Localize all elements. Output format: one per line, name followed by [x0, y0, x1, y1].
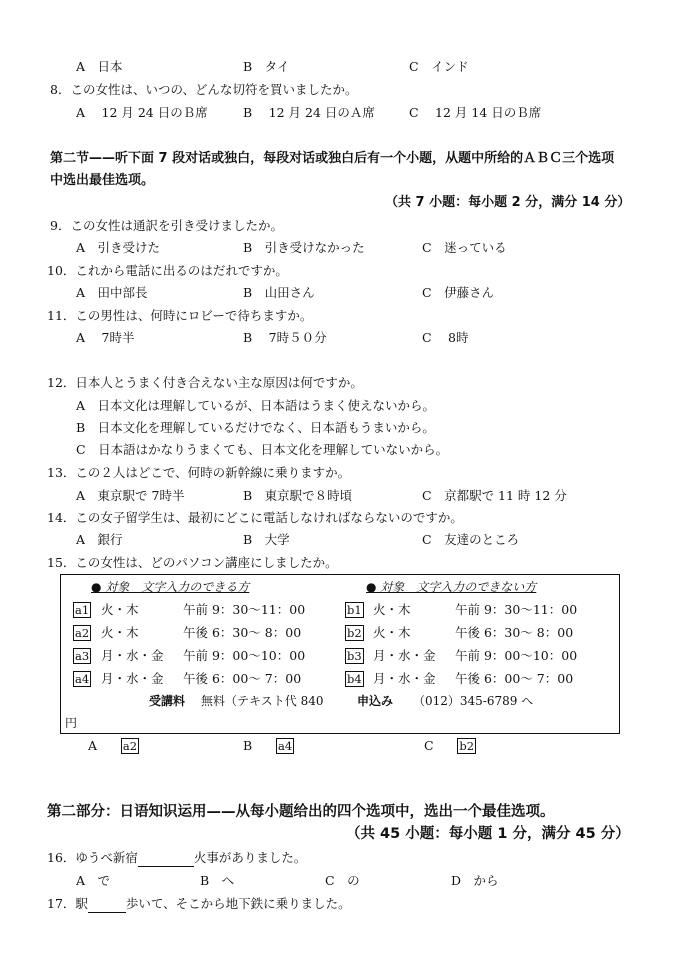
course-time: 午後 6：00～ 7：00 [183, 671, 302, 686]
q14-stem: 14．この女子留学生は、最初にどこに電話しなければならないのですか。 [47, 510, 463, 525]
q7-option-a: A 日本 [76, 59, 123, 74]
course-days: 月・水・金 [101, 671, 164, 686]
q10-option-b: B 山田さん [243, 285, 315, 300]
q10-option-c: C 伊藤さん [422, 285, 495, 300]
q16-stem-before: 16．ゆうべ新宿 [47, 850, 138, 865]
schedule-row-b3 [345, 648, 364, 664]
left-table-header: ● 対象 文字入力のできる方 [91, 580, 250, 594]
fee-value: 無料（テキスト代 840 [201, 694, 324, 708]
q12-option-a: A 日本文化は理解しているが、日本語はうまく使えないから。 [76, 398, 436, 413]
q15-stem: 15．この女性は、どのパソコン講座にしましたか。 [47, 555, 338, 570]
option-letter: C [424, 738, 434, 753]
q16-stem-after: 火事がありました。 [193, 850, 307, 865]
q9-option-c: C 迷っている [422, 240, 507, 255]
q8-option-a: A 12 月 24 日のＢ席 [76, 105, 208, 120]
course-days: 月・水・金 [373, 671, 436, 686]
q16-option-b: B へ [200, 873, 235, 888]
schedule-row-b2 [345, 625, 364, 641]
q16-option-a: A で [76, 873, 111, 888]
apply-value: （012）345-6789 へ [413, 694, 534, 708]
q7-option-b: B タイ [243, 59, 290, 74]
course-days: 火・木 [101, 625, 139, 640]
schedule-row-b4 [345, 671, 364, 687]
course-code: a1 [75, 603, 90, 617]
section2-heading-line1: 第二节——听下面 7 段对话或独白，每段对话或独白后有一个小题，从题中所给的ＡＢＣ三个选项 [50, 151, 615, 166]
course-days: 火・木 [373, 625, 411, 640]
q17-stem-before: 17．駅 [47, 896, 88, 911]
course-code: b1 [347, 603, 362, 617]
q14-option-a: A 銀行 [76, 532, 123, 547]
answer-blank [138, 850, 194, 867]
course-time: 午後 6：30～ 8：00 [183, 625, 302, 640]
q7-option-c: C インド [409, 59, 469, 74]
course-time: 午前 9：00～10：00 [455, 648, 578, 663]
schedule-row-a3 [73, 648, 91, 664]
course-days: 月・水・金 [101, 648, 164, 663]
course-code: b2 [347, 626, 362, 640]
course-code: b3 [347, 649, 362, 663]
section2-heading-line2: 中选出最佳选项。 [50, 173, 155, 188]
fee-label: 受講料 [149, 694, 186, 708]
q14-option-c: C 友達のところ [422, 532, 520, 547]
q15-option-b [243, 738, 294, 754]
option-code: a2 [122, 739, 138, 753]
apply-label: 申込み [357, 694, 394, 708]
q11-option-b: B 7時５０分 [243, 330, 327, 345]
course-code: b4 [347, 672, 362, 686]
q16-option-c: C の [325, 873, 360, 888]
part2-score: （共 45 小题：每小题 1 分，满分 45 分） [346, 826, 630, 842]
option-letter: A [88, 738, 98, 753]
q13-option-b: B 東京駅で８時頃 [243, 488, 353, 503]
q12-option-b: B 日本文化を理解しているだけでなく、日本語もうまいから。 [76, 420, 435, 435]
q8-stem: 8．この女性は、いつの、どんな切符を買いましたか。 [50, 82, 358, 97]
course-time: 午後 6：00～ 7：00 [455, 671, 574, 686]
course-code: a3 [75, 649, 90, 663]
option-code: b2 [459, 739, 475, 753]
q10-option-a: A 田中部長 [76, 285, 148, 300]
q11-option-a: A 7時半 [76, 330, 135, 345]
course-code: a4 [75, 672, 90, 686]
q12-stem: 12．日本人とうまく付き合えない主な原因は何ですか。 [47, 375, 363, 390]
q13-stem: 13．この２人はどこで、何時の新幹線に乗りますか。 [47, 465, 351, 480]
schedule-row-b1 [345, 602, 364, 618]
course-time: 午前 9：30～11：00 [183, 602, 306, 617]
q16-option-d: D から [451, 873, 499, 888]
course-days: 月・水・金 [373, 648, 436, 663]
q12-option-c: C 日本語はかなりうまくても、日本文化を理解していないから。 [76, 442, 449, 457]
course-days: 火・木 [101, 602, 139, 617]
q11-stem: 11．この男性は、何時にロビーで待ちますか。 [47, 308, 313, 323]
course-schedule-box [60, 574, 620, 734]
q11-option-c: C 8時 [422, 330, 469, 345]
q8-option-b: B 12 月 24 日のＡ席 [243, 105, 375, 120]
fee-end: 円 [65, 716, 78, 730]
schedule-row-a2 [73, 625, 91, 641]
option-code: a4 [278, 739, 293, 753]
q8-option-c: C 12 月 14 日のＢ席 [409, 105, 542, 120]
q15-option-c [424, 738, 476, 754]
right-table-header: ● 対象 文字入力のできない方 [366, 580, 537, 594]
q17-stem-after: 歩いて、そこから地下鉄に乗りました。 [125, 896, 351, 911]
part2-heading: 第二部分：日语知识运用——从每小题给出的四个选项中，选出一个最佳选项。 [47, 804, 555, 820]
section2-score: （共 7 小题：每小题 2 分，满分 14 分） [385, 195, 631, 210]
answer-blank [88, 896, 126, 913]
schedule-row-a1 [73, 602, 91, 618]
q9-option-b: B 引き受けなかった [243, 240, 365, 255]
course-time: 午後 6：30～ 8：00 [455, 625, 574, 640]
course-days: 火・木 [373, 602, 411, 617]
q9-stem: 9．この女性は通訳を引き受けましたか。 [50, 218, 283, 233]
q14-option-b: B 大学 [243, 532, 290, 547]
q10-stem: 10．これから電話に出るのはだれですか。 [47, 263, 288, 278]
schedule-row-a4 [73, 671, 91, 687]
q9-option-a: A 引き受けた [76, 240, 161, 255]
course-code: a2 [75, 626, 90, 640]
q17-stem [47, 896, 351, 913]
course-time: 午前 9：00～10：00 [183, 648, 306, 663]
q13-option-a: A 東京駅で 7時半 [76, 488, 185, 503]
option-letter: B [243, 738, 253, 753]
q16-stem [47, 850, 306, 867]
q13-option-c: C 京都駅で 11 時 12 分 [422, 488, 567, 503]
q15-option-a [88, 738, 139, 754]
course-time: 午前 9：30～11：00 [455, 602, 578, 617]
